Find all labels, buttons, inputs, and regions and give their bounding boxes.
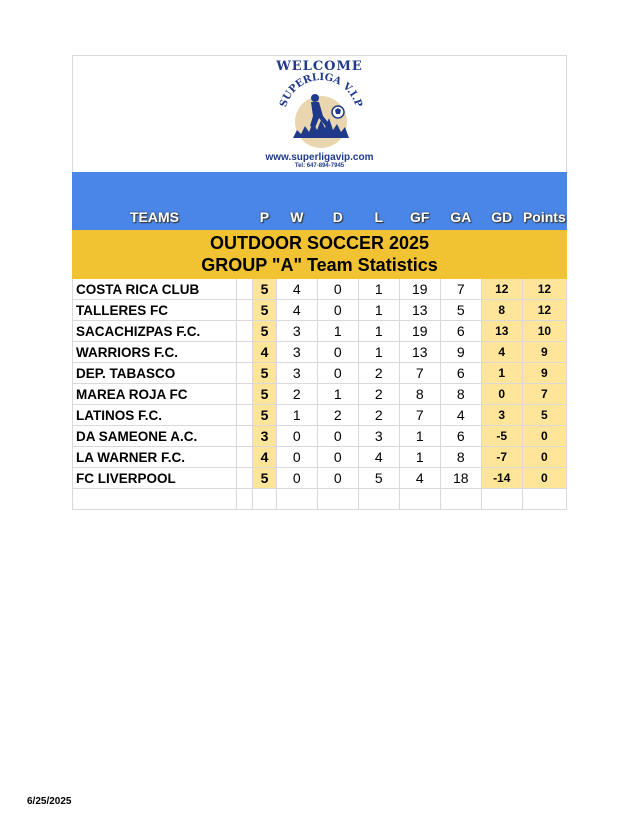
draws: 0 <box>317 447 358 468</box>
spacer-cell <box>236 447 252 468</box>
goals-for: 19 <box>399 279 440 300</box>
table-row <box>73 300 567 321</box>
played: 3 <box>253 426 277 447</box>
wins: 3 <box>276 342 317 363</box>
empty-cell <box>440 489 481 510</box>
team-name: SACACHIZPAS F.C. <box>73 321 237 342</box>
goals-against: 7 <box>440 279 481 300</box>
team-name: FC LIVERPOOL <box>73 468 237 489</box>
team-name: WARRIORS F.C. <box>73 342 237 363</box>
goals-for: 8 <box>399 384 440 405</box>
played: 5 <box>253 300 277 321</box>
goals-for: 7 <box>399 405 440 426</box>
spacer-cell <box>236 321 252 342</box>
empty-cell <box>317 489 358 510</box>
col-l: L <box>358 173 399 230</box>
points: 9 <box>522 342 566 363</box>
goal-difference: -7 <box>481 447 522 468</box>
goals-against: 6 <box>440 363 481 384</box>
losses: 5 <box>358 468 399 489</box>
points: 0 <box>522 426 566 447</box>
played: 4 <box>253 342 277 363</box>
website-text: www.superligavip.com <box>265 152 374 163</box>
empty-cell <box>399 489 440 510</box>
goal-difference: 1 <box>481 363 522 384</box>
goals-against: 8 <box>440 447 481 468</box>
points: 0 <box>522 468 566 489</box>
wins: 0 <box>276 468 317 489</box>
points: 7 <box>522 384 566 405</box>
spacer-cell <box>236 426 252 447</box>
team-name: LATINOS F.C. <box>73 405 237 426</box>
draws: 2 <box>317 405 358 426</box>
draws: 0 <box>317 279 358 300</box>
goals-against: 5 <box>440 300 481 321</box>
standings-table <box>72 172 567 510</box>
team-name: DEP. TABASCO <box>73 363 237 384</box>
losses: 1 <box>358 300 399 321</box>
goals-against: 4 <box>440 405 481 426</box>
played: 5 <box>253 468 277 489</box>
goals-for: 13 <box>399 342 440 363</box>
points: 0 <box>522 447 566 468</box>
col-spacer <box>236 173 252 230</box>
played: 5 <box>253 384 277 405</box>
superliga-logo <box>275 72 367 152</box>
points: 9 <box>522 363 566 384</box>
goals-for: 19 <box>399 321 440 342</box>
played: 5 <box>253 363 277 384</box>
table-row <box>73 447 567 468</box>
empty-cell <box>73 489 237 510</box>
standings-sheet <box>72 55 567 510</box>
losses: 1 <box>358 342 399 363</box>
goal-difference: -14 <box>481 468 522 489</box>
points: 12 <box>522 300 566 321</box>
draws: 0 <box>317 300 358 321</box>
played: 5 <box>253 405 277 426</box>
col-p: P <box>253 173 277 230</box>
goal-difference: -5 <box>481 426 522 447</box>
col-gd: GD <box>481 173 522 230</box>
empty-cell <box>481 489 522 510</box>
points: 12 <box>522 279 566 300</box>
goal-difference: 13 <box>481 321 522 342</box>
table-title <box>73 230 567 279</box>
wins: 2 <box>276 384 317 405</box>
draws: 0 <box>317 426 358 447</box>
wins: 0 <box>276 447 317 468</box>
spacer-cell <box>236 363 252 384</box>
goals-for: 13 <box>399 300 440 321</box>
team-name: MAREA ROJA FC <box>73 384 237 405</box>
spacer-cell <box>236 300 252 321</box>
col-points: Points <box>522 173 566 230</box>
table-row <box>73 426 567 447</box>
wins: 4 <box>276 279 317 300</box>
empty-row <box>73 489 567 510</box>
goals-for: 7 <box>399 363 440 384</box>
spacer-cell <box>236 405 252 426</box>
goals-against: 6 <box>440 426 481 447</box>
draws: 0 <box>317 363 358 384</box>
losses: 3 <box>358 426 399 447</box>
table-row <box>73 384 567 405</box>
losses: 1 <box>358 321 399 342</box>
goal-difference: 0 <box>481 384 522 405</box>
goals-for: 1 <box>399 447 440 468</box>
col-teams: TEAMS <box>73 173 237 230</box>
team-name: DA SAMEONE A.C. <box>73 426 237 447</box>
spacer-cell <box>236 384 252 405</box>
goals-against: 18 <box>440 468 481 489</box>
losses: 2 <box>358 363 399 384</box>
goals-against: 9 <box>440 342 481 363</box>
losses: 1 <box>358 279 399 300</box>
goals-for: 4 <box>399 468 440 489</box>
table-row <box>73 405 567 426</box>
spacer-cell <box>236 342 252 363</box>
losses: 4 <box>358 447 399 468</box>
col-w: W <box>276 173 317 230</box>
title-line-2: GROUP "A" Team Statistics <box>201 255 438 275</box>
spacer-cell <box>236 279 252 300</box>
goals-for: 1 <box>399 426 440 447</box>
goals-against: 8 <box>440 384 481 405</box>
empty-cell <box>236 489 252 510</box>
table-row <box>73 321 567 342</box>
col-gf: GF <box>399 173 440 230</box>
empty-cell <box>522 489 566 510</box>
losses: 2 <box>358 405 399 426</box>
table-row <box>73 279 567 300</box>
team-name: TALLERES FC <box>73 300 237 321</box>
logo-arc-text: SUPERLIGA V.I.P <box>278 72 364 109</box>
wins: 1 <box>276 405 317 426</box>
team-name: LA WARNER F.C. <box>73 447 237 468</box>
wins: 0 <box>276 426 317 447</box>
draws: 1 <box>317 321 358 342</box>
played: 4 <box>253 447 277 468</box>
title-row <box>73 230 567 279</box>
points: 5 <box>522 405 566 426</box>
played: 5 <box>253 279 277 300</box>
logo-banner <box>72 55 567 172</box>
col-d: D <box>317 173 358 230</box>
goal-difference: 8 <box>481 300 522 321</box>
losses: 2 <box>358 384 399 405</box>
print-date: 6/25/2025 <box>27 796 72 807</box>
goal-difference: 4 <box>481 342 522 363</box>
spacer-cell <box>236 468 252 489</box>
empty-cell <box>358 489 399 510</box>
draws: 1 <box>317 384 358 405</box>
welcome-heading: WELCOME <box>276 59 363 74</box>
empty-cell <box>253 489 277 510</box>
col-ga: GA <box>440 173 481 230</box>
table-row <box>73 363 567 384</box>
wins: 4 <box>276 300 317 321</box>
draws: 0 <box>317 342 358 363</box>
wins: 3 <box>276 363 317 384</box>
team-name: COSTA RICA CLUB <box>73 279 237 300</box>
phone-text: Tel: 647-894-7945 <box>294 163 345 169</box>
title-line-1: OUTDOOR SOCCER 2025 <box>209 233 430 253</box>
points: 10 <box>522 321 566 342</box>
goal-difference: 12 <box>481 279 522 300</box>
empty-cell <box>276 489 317 510</box>
goal-difference: 3 <box>481 405 522 426</box>
column-header-row <box>73 173 567 230</box>
played: 5 <box>253 321 277 342</box>
table-row <box>73 468 567 489</box>
draws: 0 <box>317 468 358 489</box>
wins: 3 <box>276 321 317 342</box>
table-row <box>73 342 567 363</box>
goals-against: 6 <box>440 321 481 342</box>
